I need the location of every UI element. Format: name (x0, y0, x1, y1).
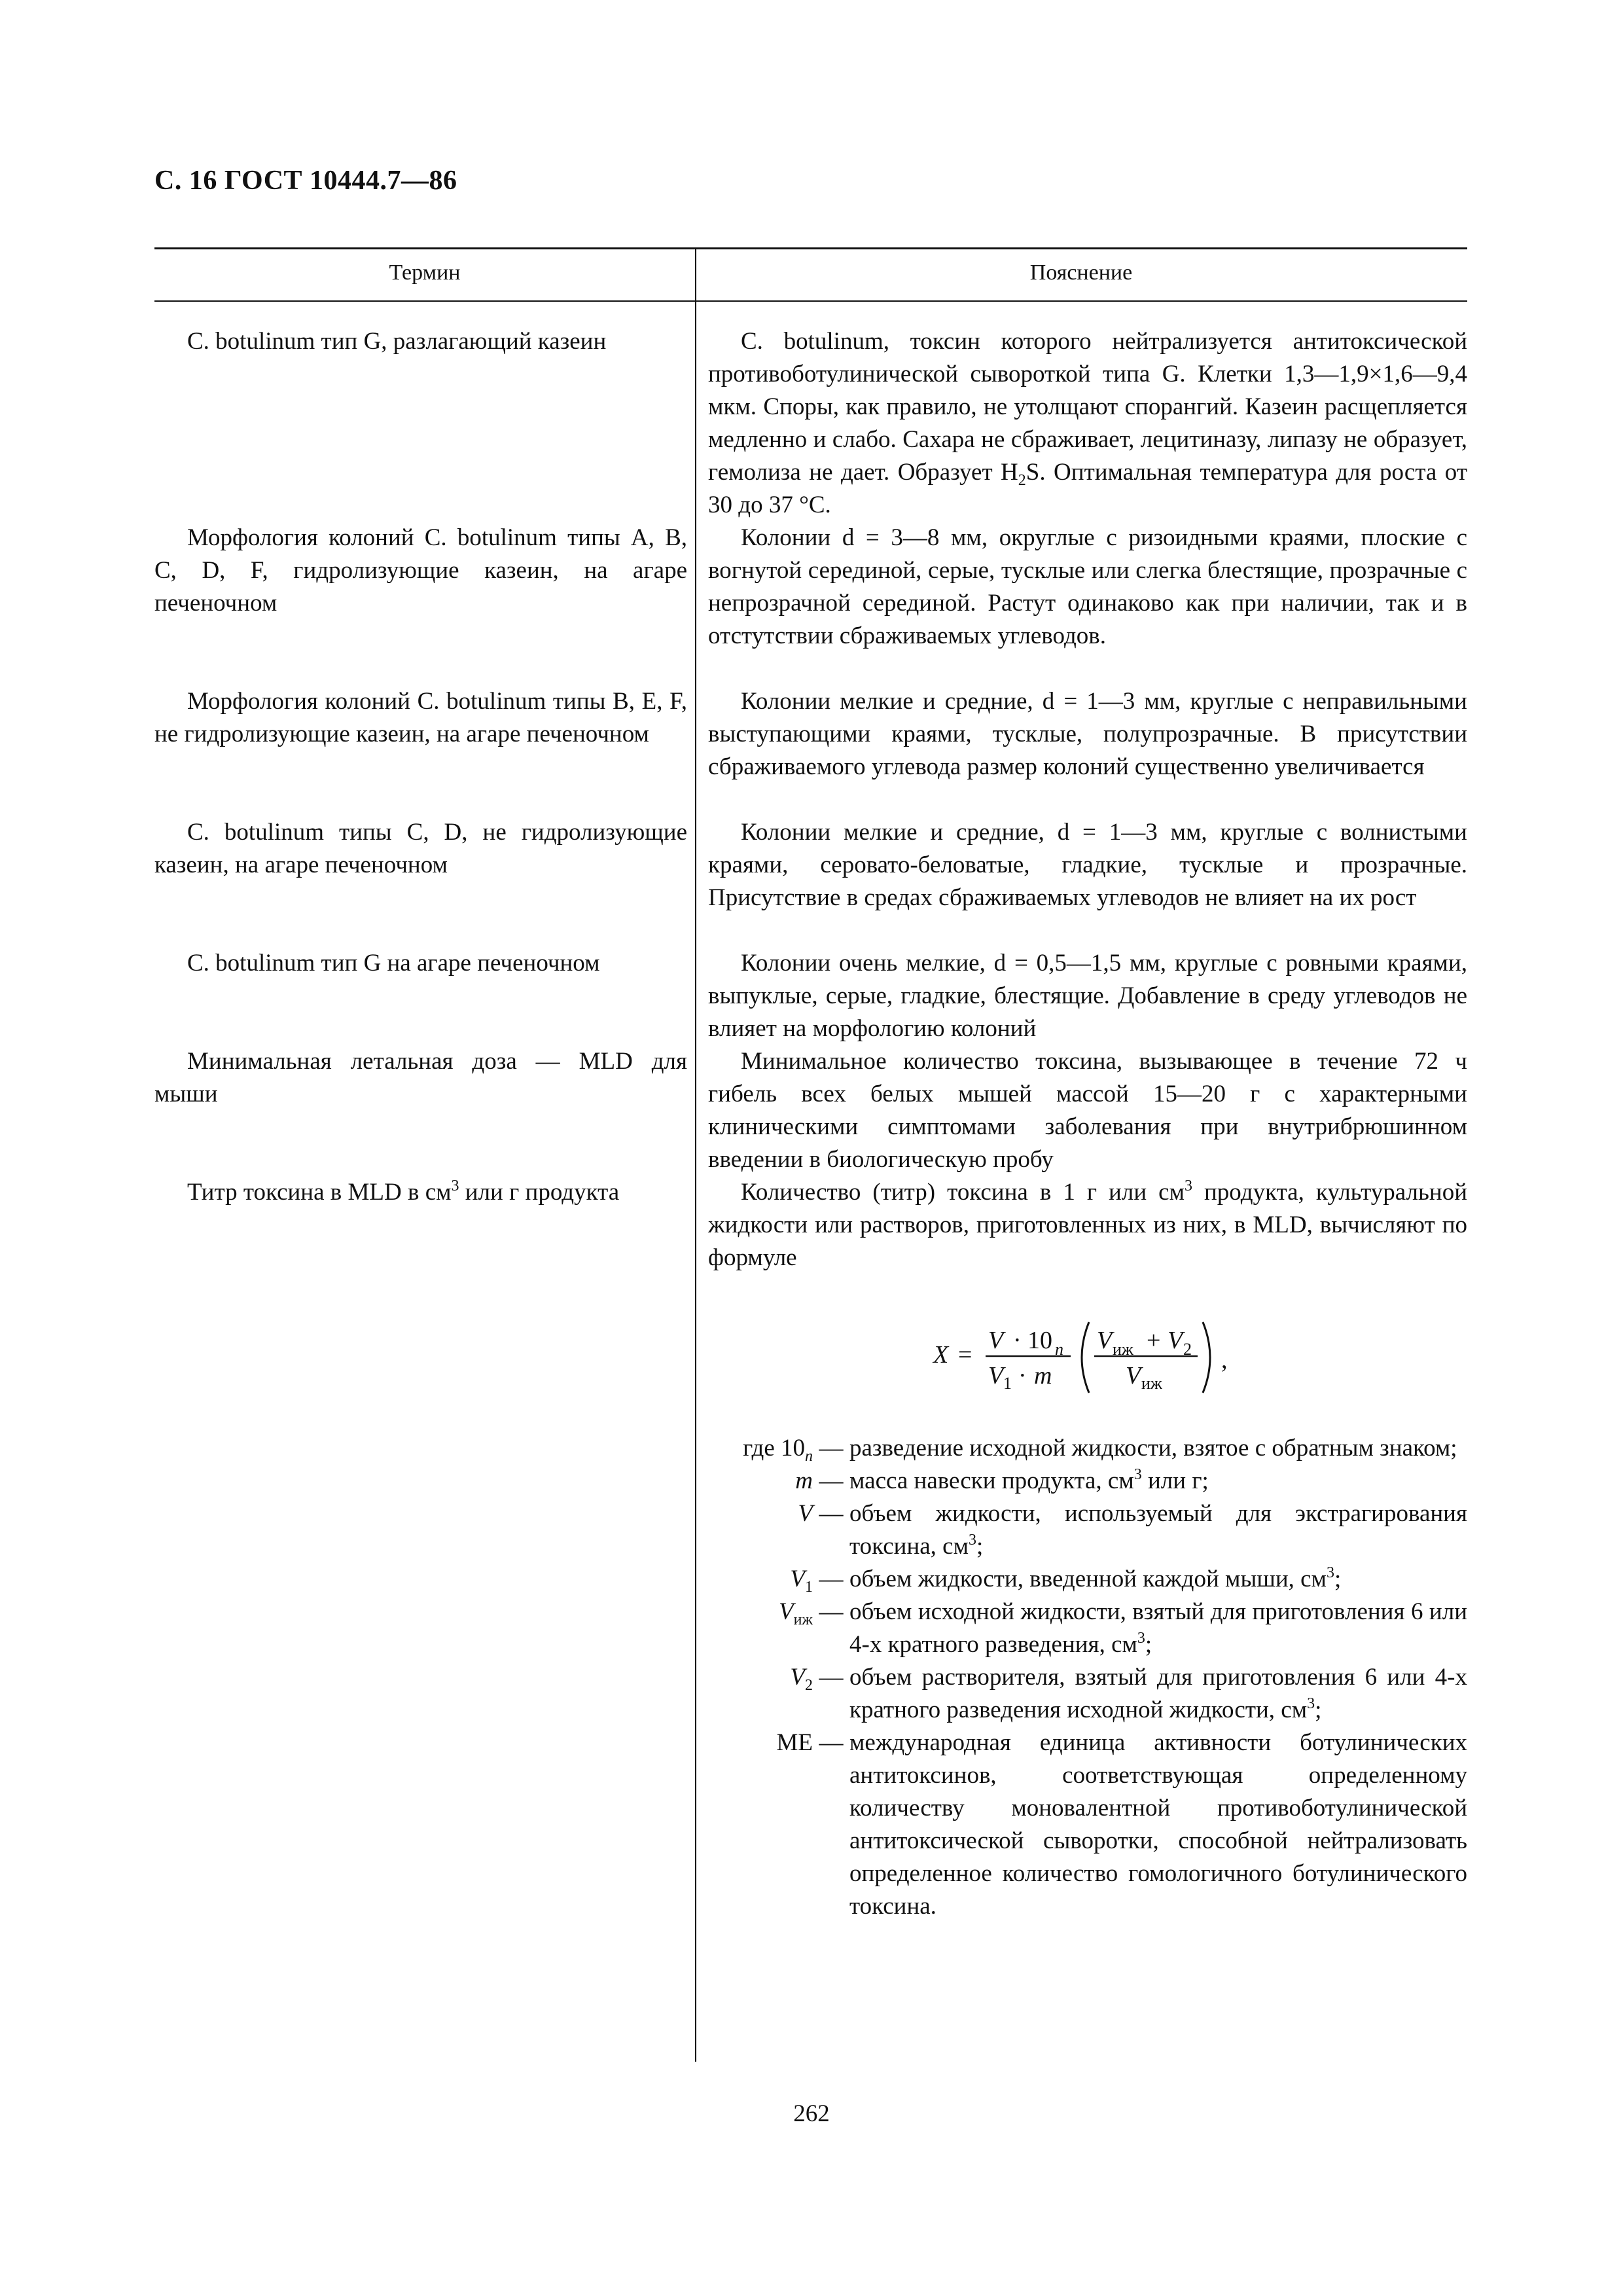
column-header-term: Термин (389, 260, 461, 285)
term-cell: C. botulinum тип G, разлагающий казеин (187, 328, 607, 355)
legend-symbol: МЕ (776, 1729, 813, 1756)
explanation-cell: Колонии мелкие и средние, d = 1—3 мм, круглые с неправильными выступающими краями, тусклые, полупрозрачные. В присутствии сбраживаемого углевода размер колоний существенно увеличивается (708, 688, 1467, 780)
term-cell: Морфология колоний C. botulinum типы A, B, C, D, F, гидролизующие казеин, на агаре печеночном (154, 524, 687, 617)
column-header-explanation: Пояснение (1029, 260, 1133, 285)
formula-legend (702, 1432, 1467, 1923)
explanation-cell: Количество (титр) токсина в 1 г или $см^3$ продукта, культуральной жидкости или растворов, приготовленных из них, в MLD, вычисляют по формуле (708, 1177, 1467, 1271)
explanation-cell: Колонии очень мелкие, d = 0,5—1,5 мм, круглые с ровными краями, выпуклые, серые, гладкие, блестящие. Добавление в среду углеводов не влияет на морфологию колоний (708, 950, 1467, 1042)
formula-viz: V (1097, 1327, 1113, 1354)
formula-n: n (1055, 1340, 1063, 1359)
formula-v2: V (1168, 1327, 1183, 1354)
legend-item (702, 1465, 1467, 1498)
column-divider (695, 247, 696, 2062)
legend-dash: — (819, 1598, 844, 1625)
formula-plus: + (1147, 1327, 1161, 1354)
term-cell: Титр токсина в MLD в $см^3$ или г продукта (187, 1177, 620, 1206)
legend-symbol: $V_1$ (790, 1566, 813, 1596)
formula-dot: · (1018, 1362, 1027, 1390)
legend-text: разведение исходной жидкости, взятое с обратным знаком; (849, 1435, 1457, 1462)
legend-dash: — (819, 1664, 844, 1691)
formula-equals: = (958, 1341, 972, 1369)
explanation-cell: Колонии мелкие и средние, d = 1—3 мм, круглые с волнистыми краями, серовато-беловатые, гладкие, тусклые и прозрачные. Присутствие в средах сбраживаемых углеводов не влияет на их рост (708, 819, 1467, 911)
formula-right-paren (1203, 1322, 1210, 1393)
legend-item (702, 1432, 1467, 1465)
explanation-cell: Минимальное количество токсина, вызывающее в течение 72 ч гибель всех белых мышей массой 15—20 г с характерными клиническими симптомами заболевания при внутрибрюшинном введении в биологическую пробу (708, 1048, 1467, 1173)
legend-text: объем исходной жидкости, взятый для приготовления 6 или 4-х кратного разведения, $см^3$; (849, 1598, 1467, 1658)
formula-v1-sub: 1 (1003, 1374, 1012, 1393)
legend-dash: — (819, 1500, 844, 1527)
formula-v: V (988, 1327, 1004, 1354)
formula-viz-den-sub: иж (1141, 1374, 1162, 1393)
titer-formula (929, 1316, 1296, 1394)
page-header: С. 16 ГОСТ 10444.7—86 (154, 166, 457, 196)
formula-viz-den: V (1126, 1362, 1141, 1390)
legend-text: объем жидкости, введенной каждой мыши, $см^3$; (849, 1564, 1342, 1592)
page-number: 262 (793, 2100, 830, 2127)
explanation-cell: C. botulinum, токсин которого нейтрализуется антитоксической противоботулинической сывороткой типа G. Клетки 1,3—1,9×1,6—9,4 мкм. Споры, как правило, не утолщают спорангий. Казеин расщепляется медленно и слабо. Сахара не сбраживает, лецитиназу, липазу не образует, гемолиза не дает. Образует $H_2S$. Оптимальная температура для роста от 30 до 37 °С. (708, 328, 1467, 518)
term-cell: Минимальная летальная доза — MLD для мыши (154, 1048, 687, 1107)
formula-v2-sub: 2 (1183, 1340, 1192, 1359)
formula-ten: 10 (1027, 1327, 1052, 1354)
formula-comma: , (1221, 1346, 1228, 1374)
legend-dash: — (819, 1435, 844, 1462)
explanation-cell: Колонии d = 3—8 мм, округлые с ризоидными краями, плоские с вогнутой серединой, серые, тусклые или слегка блестящие, прозрачные с непрозрачной серединой. Растут одинаково как при наличии, так и в отстутствии сбраживаемых углеводов. (708, 524, 1467, 649)
term-cell: C. botulinum типы C, D, не гидролизующие казеин, на агаре печеночном (154, 819, 687, 878)
formula-m: m (1034, 1362, 1052, 1390)
table-top-rule (154, 247, 1467, 249)
legend-item (702, 1596, 1467, 1661)
legend-symbol: m (795, 1467, 813, 1494)
legend-text: международная единица активности ботулинических антитоксинов, соответствующая определенному количеству моновалентной противоботулинической антитоксической сыворотки, способной нейтрализовать определенное количество гомологичного ботулинического токсина. (849, 1729, 1467, 1920)
legend-dash: — (819, 1467, 844, 1494)
legend-item (702, 1661, 1467, 1727)
legend-item (702, 1563, 1467, 1596)
formula-dot: · (1013, 1327, 1022, 1354)
legend-dash: — (819, 1729, 844, 1756)
formula-left-paren (1082, 1322, 1089, 1393)
legend-text: объем жидкости, используемый для экстрагирования токсина, $см^3$; (849, 1500, 1467, 1560)
legend-symbol: где $10_n$ (743, 1435, 813, 1465)
formula-viz-sub: иж (1113, 1340, 1133, 1359)
table-header-rule (154, 300, 1467, 302)
legend-item (702, 1498, 1467, 1563)
legend-symbol: $V_{иж}$ (778, 1598, 813, 1628)
legend-item (702, 1727, 1467, 1923)
legend-text: объем растворителя, взятый для приготовления 6 или 4-х кратного разведения исходной жидкости, $см^3$; (849, 1664, 1467, 1723)
term-cell: C. botulinum тип G на агаре печеночном (187, 950, 600, 977)
legend-symbol: V (798, 1500, 813, 1527)
legend-symbol: $V_2$ (790, 1664, 813, 1694)
term-cell: Морфология колоний C. botulinum типы B, E, F, не гидролизующие казеин, на агаре печеночном (154, 688, 687, 747)
legend-dash: — (819, 1566, 844, 1592)
legend-text: масса навески продукта, $см^3$ или г; (849, 1466, 1209, 1494)
formula-v1: V (988, 1362, 1004, 1390)
formula-x: X (933, 1341, 949, 1369)
